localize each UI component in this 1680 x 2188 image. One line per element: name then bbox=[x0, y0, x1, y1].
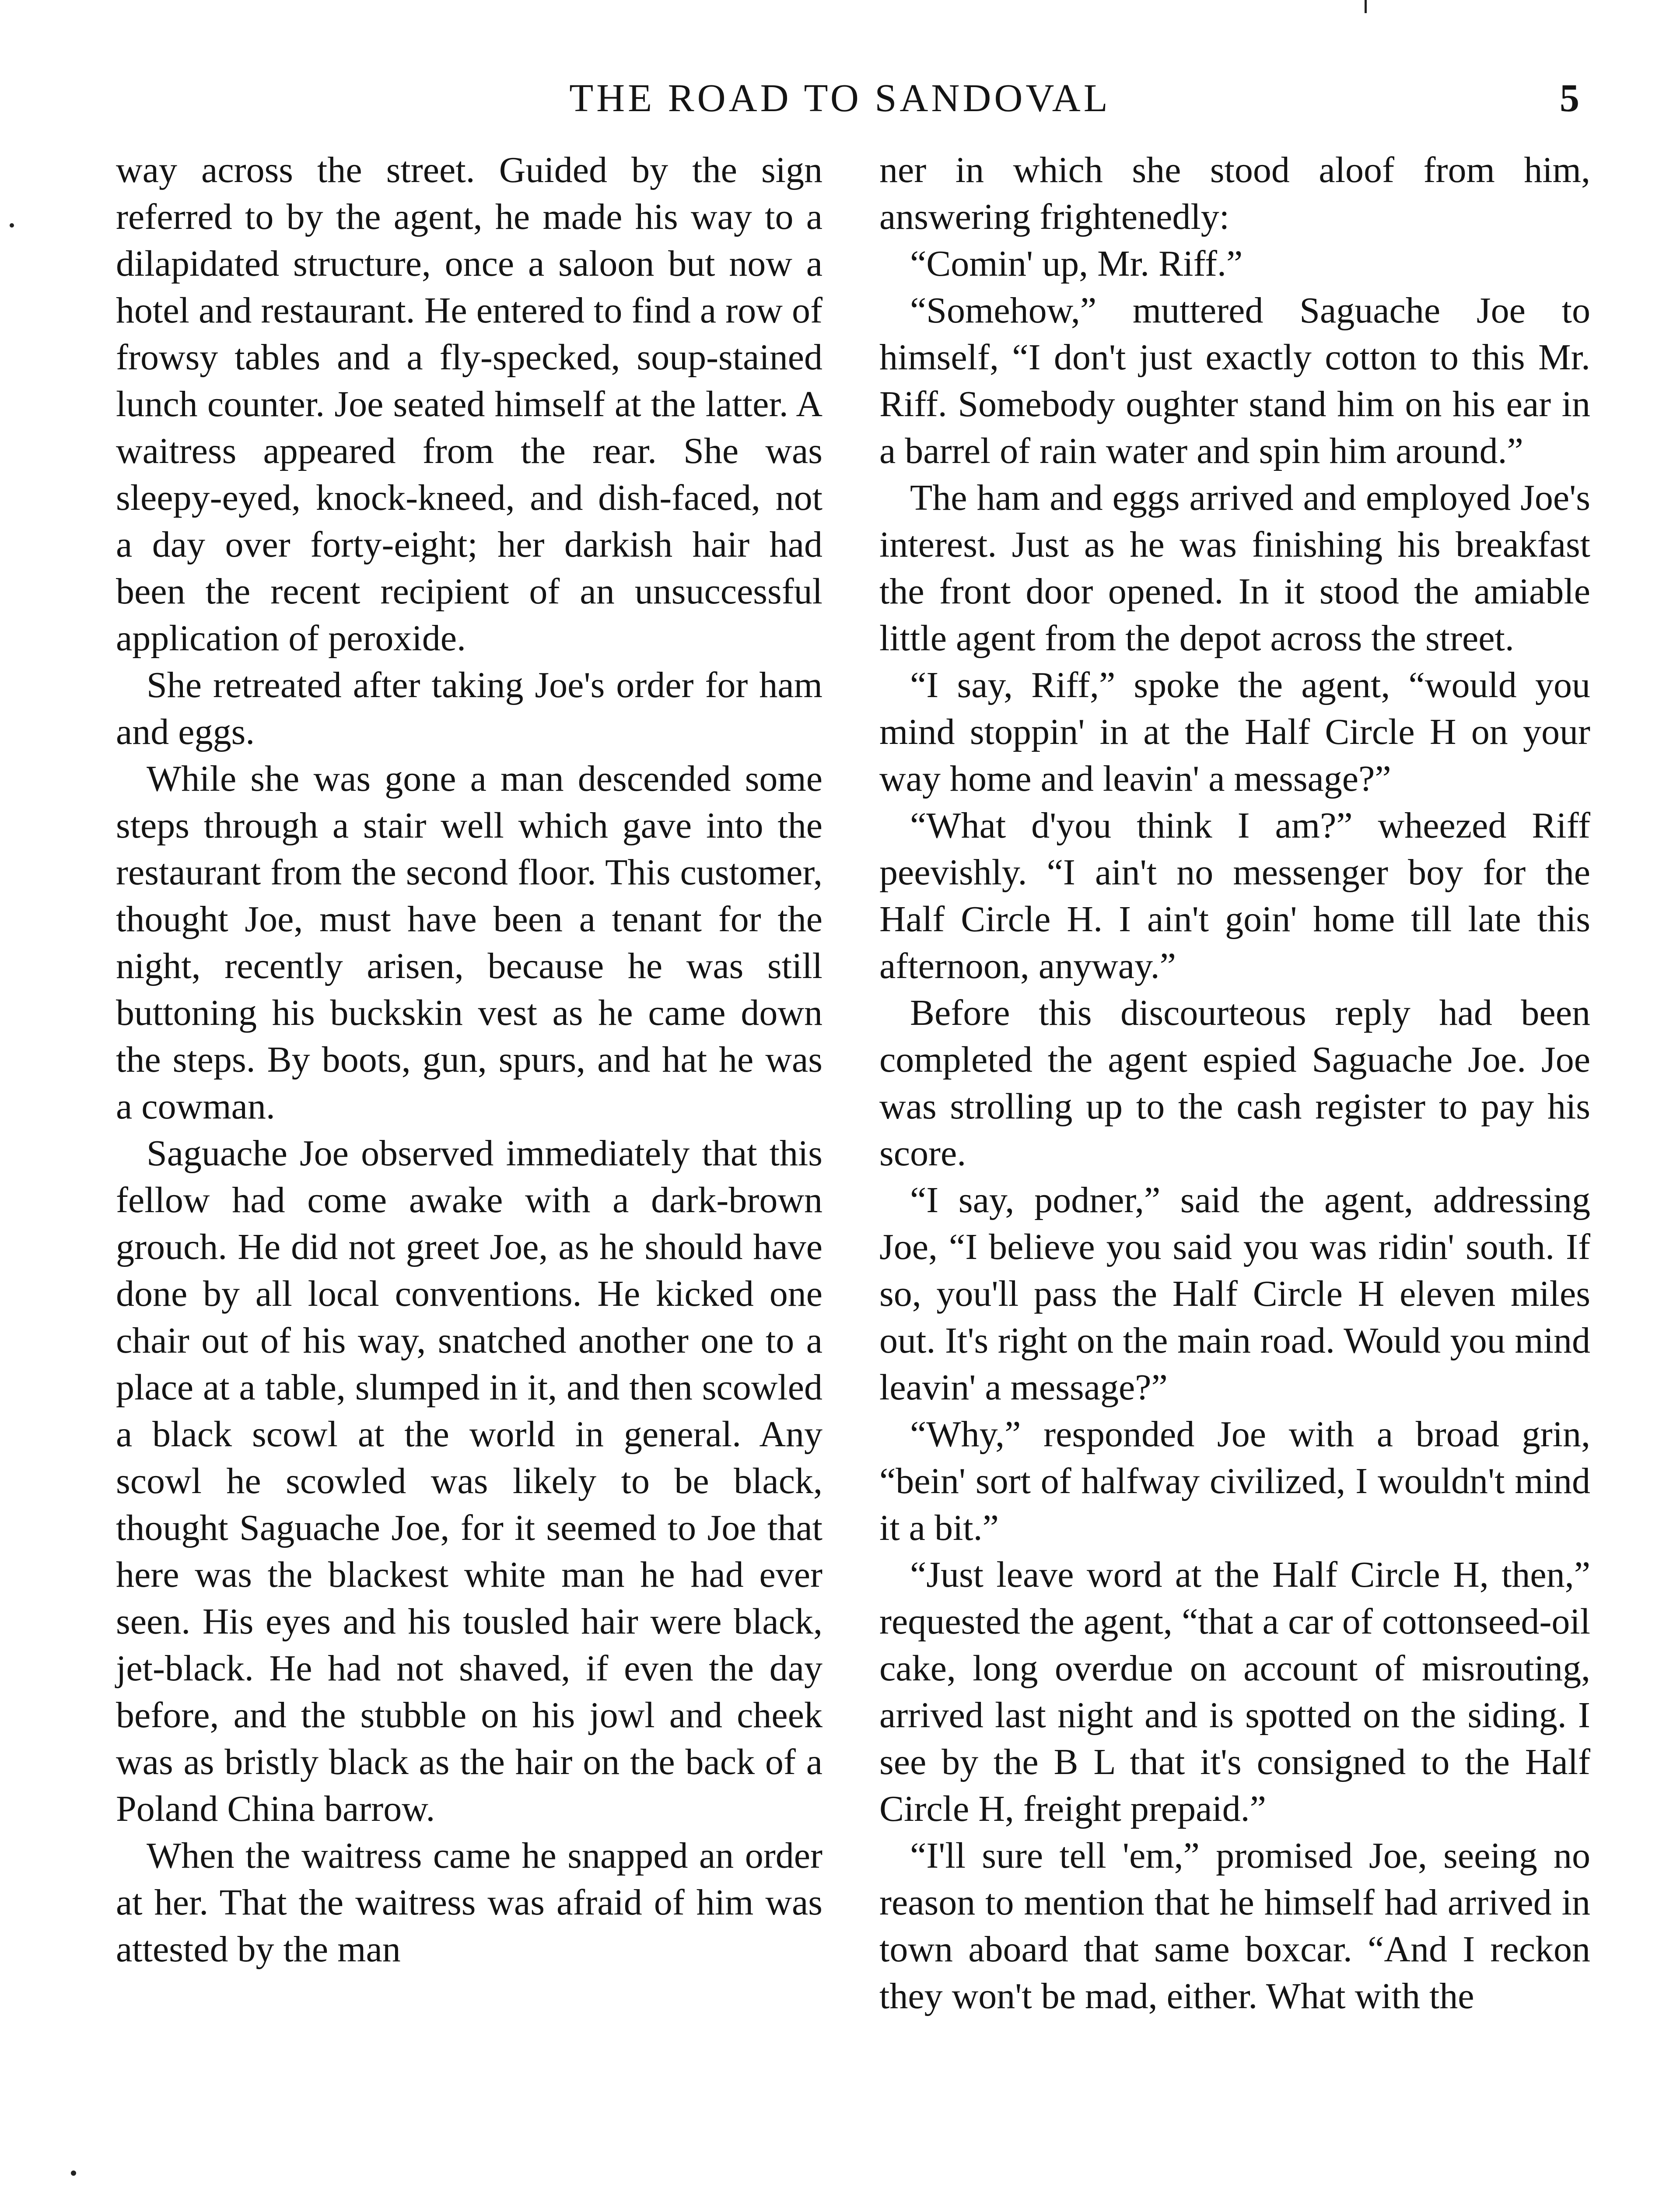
paragraph: Before this discourteous reply had been completed the agent espied Saguache Joe. Joe was strolling up to the cash register to pay his score. bbox=[879, 992, 1590, 1174]
paragraph: The ham and eggs arrived and employed Joe's interest. Just as he was finishing his breakfast the front door opened. In it stood the amiable little agent from the depot across the street. bbox=[879, 477, 1590, 659]
paragraph: “I say, Riff,” spoke the agent, “would you mind stoppin' in at the Half Circle H on your way home and leavin' a message?” bbox=[879, 665, 1590, 799]
paragraph: “What d'you think I am?” wheezed Riff peevishly. “I ain't no messenger boy for the Half Circle H. I ain't goin' home till late this afternoon, anyway.” bbox=[879, 805, 1590, 986]
page-number: 5 bbox=[1560, 77, 1579, 120]
paragraph: She retreated after taking Joe's order for ham and eggs. bbox=[116, 665, 822, 752]
left-column bbox=[116, 147, 822, 1973]
paragraph: When the waitress came he snapped an order at her. That the waitress was afraid of him was attested by the man bbox=[116, 1835, 822, 1970]
paragraph: “Why,” responded Joe with a broad grin, “bein' sort of halfway civilized, I wouldn't mind it a bit.” bbox=[879, 1414, 1590, 1548]
paragraph: “Just leave word at the Half Circle H, then,” requested the agent, “that a car of cottonseed-oil cake, long overdue on account of misrouting, arrived last night and is spotted on the siding. I see by the B L that it's consigned to the Half Circle H, freight prepaid.” bbox=[879, 1554, 1590, 1829]
scan-speck bbox=[10, 223, 14, 228]
scan-speck bbox=[71, 2170, 76, 2176]
right-column bbox=[879, 147, 1590, 2020]
paragraph: While she was gone a man descended some steps through a stair well which gave into the restaurant from the second floor. This customer, thought Joe, must have been a tenant for the night, recently arisen, because he was still buttoning his buckskin vest as he came down the steps. By boots, gun, spurs, and hat he was a cowman. bbox=[116, 758, 822, 1127]
paragraph: “I say, podner,” said the agent, addressing Joe, “I believe you said you was ridin' south. If so, you'll pass the Half Circle H eleven miles out. It's right on the main road. Would you mind leavin' a message?” bbox=[879, 1180, 1590, 1408]
running-title: THE ROAD TO SANDOVAL bbox=[569, 77, 1111, 120]
paragraph: “Somehow,” muttered Saguache Joe to himself, “I don't just exactly cotton to this Mr. Riff. Somebody oughter stand him on his ear in a barrel of rain water and spin him around.” bbox=[879, 290, 1590, 471]
paragraph: “Comin' up, Mr. Riff.” bbox=[910, 243, 1243, 284]
paragraph: way across the street. Guided by the sign referred to by the agent, he made his way to a dilapidated structure, once a saloon but now a hotel and restaurant. He entered to find a row of frowsy tables and a fly-specked, soup-stained lunch counter. Joe seated himself at the latter. A waitress appeared from the rear. She was sleepy-eyed, knock-kneed, and dish-faced, not a day over forty-eight; her darkish hair had been the recent recipient of an unsuccessful application of peroxide. bbox=[116, 150, 822, 659]
paragraph: ner in which she stood aloof from him, answering frightenedly: bbox=[879, 150, 1590, 237]
page-header bbox=[0, 70, 1680, 131]
paragraph: “I'll sure tell 'em,” promised Joe, seeing no reason to mention that he himself had arrived in town aboard that same boxcar. “And I reckon they won't be mad, either. What with the bbox=[879, 1835, 1590, 2016]
scan-mark bbox=[1365, 0, 1367, 13]
paragraph: Saguache Joe observed immediately that this fellow had come awake with a dark-brown grouch. He did not greet Joe, as he should have done by all local conventions. He kicked one chair out of his way, snatched another one to a place at a table, slumped in it, and then scowled a black scowl at the world in general. Any scowl he scowled was likely to be black, thought Saguache Joe, for it seemed to Joe that here was the blackest white man he had ever seen. His eyes and his tousled hair were black, jet-black. He had not shaved, if even the day before, and the stubble on his jowl and cheek was as bristly black as the hair on the back of a Poland China barrow. bbox=[116, 1133, 822, 1829]
